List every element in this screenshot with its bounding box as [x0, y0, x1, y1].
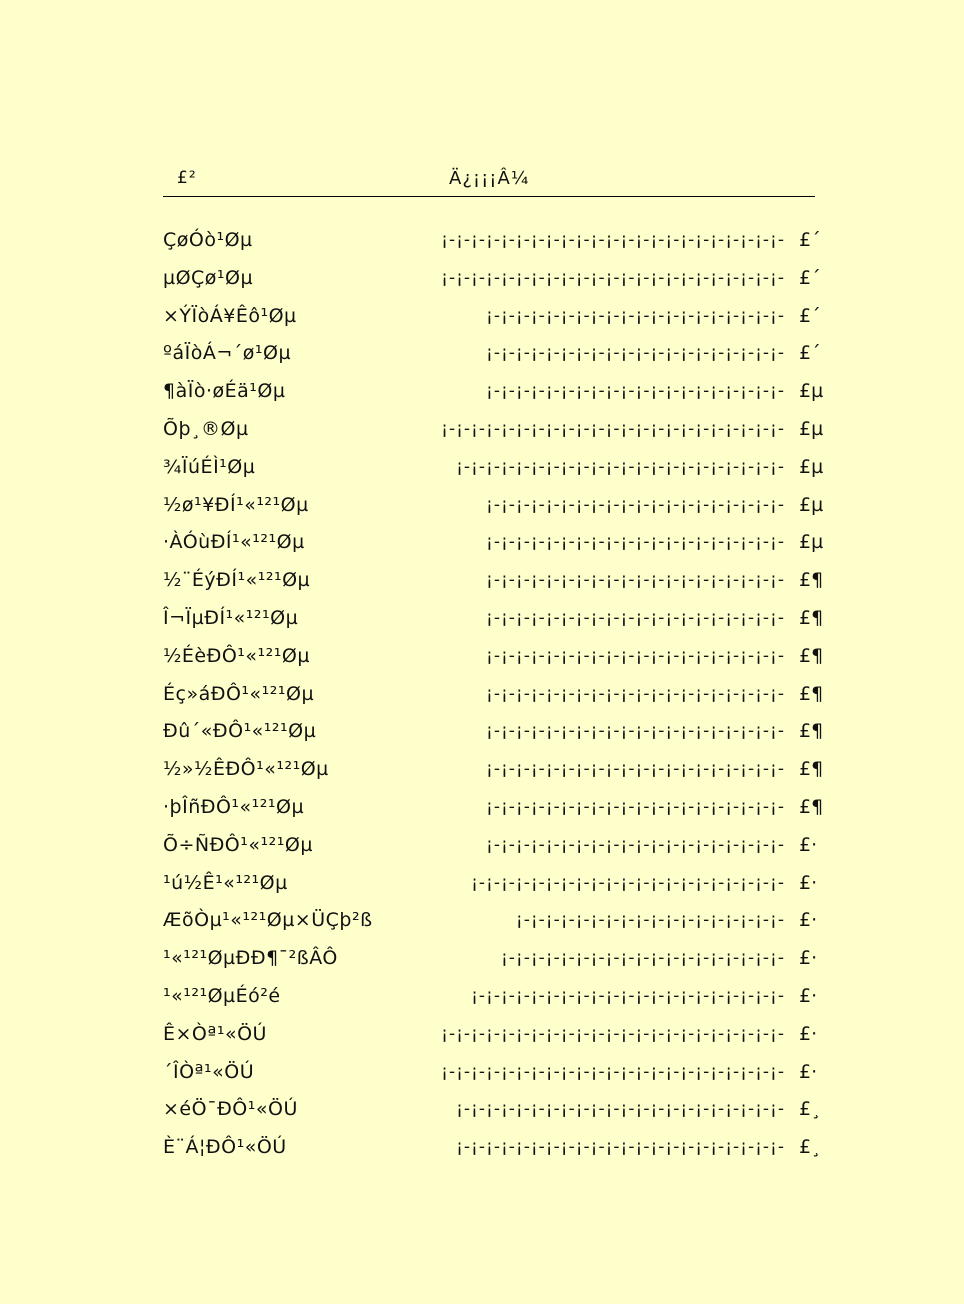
toc-entry-page: £µ	[799, 455, 824, 478]
toc-entry	[163, 757, 825, 795]
toc-entry-leader: ¡-¡-¡-¡-¡-¡-¡-¡-¡-¡-¡-¡-¡-¡-¡-¡-¡-¡-¡-¡-	[486, 721, 785, 742]
toc-entry	[163, 493, 825, 531]
toc-entry-leader: ¡-¡-¡-¡-¡-¡-¡-¡-¡-¡-¡-¡-¡-¡-¡-¡-¡-¡-¡-¡-	[486, 494, 785, 515]
toc-entry	[163, 1135, 825, 1173]
toc-entry-leader: ¡-¡-¡-¡-¡-¡-¡-¡-¡-¡-¡-¡-¡-¡-¡-¡-¡-¡-¡-¡-¡-	[471, 985, 785, 1006]
toc-entry	[163, 266, 825, 304]
toc-entry	[163, 379, 825, 417]
toc-entry-leader: ¡-¡-¡-¡-¡-¡-¡-¡-¡-¡-¡-¡-¡-¡-¡-¡-¡-¡-¡-¡-	[486, 607, 785, 628]
toc-entry-page: £¶	[799, 720, 824, 743]
toc-entry-leader: ¡-¡-¡-¡-¡-¡-¡-¡-¡-¡-¡-¡-¡-¡-¡-¡-¡-¡-¡-¡-¡-¡-	[456, 1137, 785, 1158]
toc-entry-title: ÆõÒµ¹«¹²¹Øµ×ÜÇþ²ß	[163, 909, 373, 932]
toc-entry-page: £µ	[799, 380, 824, 403]
toc-entry-page: £´	[799, 229, 821, 251]
toc-entry-title: Ê×Òª¹«ÖÚ	[163, 1022, 267, 1045]
toc-entry	[163, 833, 825, 871]
toc-entry	[163, 984, 825, 1022]
toc-entry-leader: ¡-¡-¡-¡-¡-¡-¡-¡-¡-¡-¡-¡-¡-¡-¡-¡-¡-¡-¡-¡-	[486, 381, 785, 402]
toc-entry-page: £¶	[799, 682, 824, 705]
toc-entry-page: £¶	[799, 644, 824, 667]
toc-entry-title: Éç»áÐÔ¹«¹²¹Øµ	[163, 682, 315, 705]
toc-entry-title: ¹«¹²¹ØµÐÐ¶¯²ßÂÔ	[163, 947, 338, 970]
toc-entry-page: £¶	[799, 758, 824, 781]
toc-entry-title: Õ÷ÑÐÔ¹«¹²¹Øµ	[163, 833, 313, 856]
toc-entry-title: Õþ¸®Øµ	[163, 417, 249, 440]
toc-entry-leader: ¡-¡-¡-¡-¡-¡-¡-¡-¡-¡-¡-¡-¡-¡-¡-¡-¡-¡-	[515, 910, 785, 931]
toc-entry	[163, 304, 825, 342]
toc-entry-title: Ðû´«ÐÔ¹«¹²¹Øµ	[163, 720, 317, 743]
toc-entry-leader: ¡-¡-¡-¡-¡-¡-¡-¡-¡-¡-¡-¡-¡-¡-¡-¡-¡-¡-¡-¡-	[486, 343, 785, 364]
toc-entry-leader: ¡-¡-¡-¡-¡-¡-¡-¡-¡-¡-¡-¡-¡-¡-¡-¡-¡-¡-¡-¡-	[486, 834, 785, 855]
toc-entry-title: ´ÎÒª¹«ÖÚ	[163, 1060, 255, 1083]
toc-entry-leader: ¡-¡-¡-¡-¡-¡-¡-¡-¡-¡-¡-¡-¡-¡-¡-¡-¡-¡-¡-¡-	[486, 645, 785, 666]
toc-entry-title: ½»½ÊÐÔ¹«¹²¹Øµ	[163, 758, 329, 781]
toc-entry-title: ·þÎñÐÔ¹«¹²¹Øµ	[163, 795, 305, 818]
toc-entry-page: £·	[799, 833, 818, 856]
page-number: £²	[177, 168, 197, 188]
toc-entry-title: Î¬ÏµÐÍ¹«¹²¹Øµ	[163, 606, 299, 629]
toc-entry-page: £¶	[799, 569, 824, 592]
toc-entry	[163, 530, 825, 568]
toc-entry-leader: ¡-¡-¡-¡-¡-¡-¡-¡-¡-¡-¡-¡-¡-¡-¡-¡-¡-¡-¡-¡-	[486, 305, 785, 326]
toc-entry-page: £·	[799, 1060, 818, 1083]
toc-entry	[163, 795, 825, 833]
toc-entry	[163, 1097, 825, 1135]
toc-entry	[163, 568, 825, 606]
toc-entry-title: ºáÏòÁ¬´ø¹Øµ	[163, 342, 292, 365]
toc-entry	[163, 871, 825, 909]
toc-entry-leader: ¡-¡-¡-¡-¡-¡-¡-¡-¡-¡-¡-¡-¡-¡-¡-¡-¡-¡-¡-¡-	[486, 570, 785, 591]
toc-entry-page: £´	[799, 266, 821, 289]
toc-entry-page: £·	[799, 1022, 818, 1045]
table-of-contents	[163, 228, 825, 1173]
toc-entry-title: ¹«¹²¹ØµÉó²é	[163, 984, 281, 1007]
toc-entry	[163, 606, 825, 644]
toc-entry-page: £·	[799, 909, 818, 932]
toc-entry-title: ×ÝÏòÁ¥Êô¹Øµ	[163, 304, 297, 327]
toc-entry-page: £´	[799, 304, 821, 327]
toc-entry-page: £µ	[799, 417, 824, 440]
toc-entry-page: £µ	[799, 531, 824, 554]
toc-entry-title: ÇøÓò¹Øµ	[163, 229, 253, 251]
toc-entry-title: È¨Á¦ÐÔ¹«ÖÚ	[163, 1136, 287, 1159]
toc-entry	[163, 719, 825, 757]
toc-entry-leader: ¡-¡-¡-¡-¡-¡-¡-¡-¡-¡-¡-¡-¡-¡-¡-¡-¡-¡-¡-¡-¡-¡-	[456, 456, 785, 477]
toc-entry	[163, 228, 825, 266]
toc-entry-page: £¸	[799, 1136, 821, 1159]
toc-entry-leader: ¡-¡-¡-¡-¡-¡-¡-¡-¡-¡-¡-¡-¡-¡-¡-¡-¡-¡-¡-¡-¡-	[471, 872, 785, 893]
toc-entry-leader: ¡-¡-¡-¡-¡-¡-¡-¡-¡-¡-¡-¡-¡-¡-¡-¡-¡-¡-¡-¡-	[486, 796, 785, 817]
toc-entry-page: £µ	[799, 493, 824, 516]
toc-entry	[163, 908, 825, 946]
running-title: Ä¿¡¡¡Â¼	[449, 168, 530, 189]
toc-entry-page: £·	[799, 871, 818, 894]
toc-entry-title: ¾ÏúÉÌ¹Øµ	[163, 455, 256, 478]
toc-entry-page: £·	[799, 984, 818, 1007]
toc-entry-leader: ¡-¡-¡-¡-¡-¡-¡-¡-¡-¡-¡-¡-¡-¡-¡-¡-¡-¡-¡-¡-¡-¡-¡-	[441, 230, 785, 250]
toc-entry-page: £¸	[799, 1098, 821, 1121]
toc-entry	[163, 946, 825, 984]
toc-entry-page: £¶	[799, 606, 824, 629]
toc-entry-leader: ¡-¡-¡-¡-¡-¡-¡-¡-¡-¡-¡-¡-¡-¡-¡-¡-¡-¡-¡-¡-¡-¡-¡-	[441, 418, 785, 439]
toc-entry-title: µØÇø¹Øµ	[163, 266, 254, 289]
page-header	[163, 166, 815, 197]
toc-entry-leader: ¡-¡-¡-¡-¡-¡-¡-¡-¡-¡-¡-¡-¡-¡-¡-¡-¡-¡-¡-¡-¡-¡-¡-	[441, 1023, 785, 1044]
toc-entry-title: ½¨ÉýÐÍ¹«¹²¹Øµ	[163, 569, 311, 592]
toc-entry-title: ·ÀÓùÐÍ¹«¹²¹Øµ	[163, 531, 305, 554]
toc-entry	[163, 417, 825, 455]
toc-entry	[163, 644, 825, 682]
toc-entry-title: ¶àÏò·øÉä¹Øµ	[163, 380, 286, 403]
toc-entry-page: £¶	[799, 795, 824, 818]
toc-entry-page: £´	[799, 342, 821, 365]
toc-entry-leader: ¡-¡-¡-¡-¡-¡-¡-¡-¡-¡-¡-¡-¡-¡-¡-¡-¡-¡-¡-¡-¡-¡-	[456, 1099, 785, 1120]
toc-entry-title: ¹ú½Ê¹«¹²¹Øµ	[163, 871, 288, 894]
toc-entry	[163, 455, 825, 493]
toc-entry-leader: ¡-¡-¡-¡-¡-¡-¡-¡-¡-¡-¡-¡-¡-¡-¡-¡-¡-¡-¡-¡-¡-¡-¡-	[441, 267, 785, 288]
toc-entry	[163, 682, 825, 720]
toc-entry-leader: ¡-¡-¡-¡-¡-¡-¡-¡-¡-¡-¡-¡-¡-¡-¡-¡-¡-¡-¡-¡-	[486, 759, 785, 780]
toc-entry-title: ½ÉèÐÔ¹«¹²¹Øµ	[163, 644, 310, 667]
toc-entry-leader: ¡-¡-¡-¡-¡-¡-¡-¡-¡-¡-¡-¡-¡-¡-¡-¡-¡-¡-¡-	[500, 948, 785, 969]
toc-entry-leader: ¡-¡-¡-¡-¡-¡-¡-¡-¡-¡-¡-¡-¡-¡-¡-¡-¡-¡-¡-¡-¡-¡-¡-	[441, 1061, 785, 1082]
toc-entry	[163, 1022, 825, 1060]
toc-entry-leader: ¡-¡-¡-¡-¡-¡-¡-¡-¡-¡-¡-¡-¡-¡-¡-¡-¡-¡-¡-¡-	[486, 683, 785, 704]
toc-entry	[163, 1060, 825, 1098]
toc-entry-page: £·	[799, 947, 818, 970]
toc-entry	[163, 341, 825, 379]
toc-entry-title: ×éÖ¯ÐÔ¹«ÖÚ	[163, 1098, 298, 1121]
toc-entry-title: ½ø¹¥ÐÍ¹«¹²¹Øµ	[163, 493, 309, 516]
toc-entry-leader: ¡-¡-¡-¡-¡-¡-¡-¡-¡-¡-¡-¡-¡-¡-¡-¡-¡-¡-¡-¡-	[486, 532, 785, 553]
